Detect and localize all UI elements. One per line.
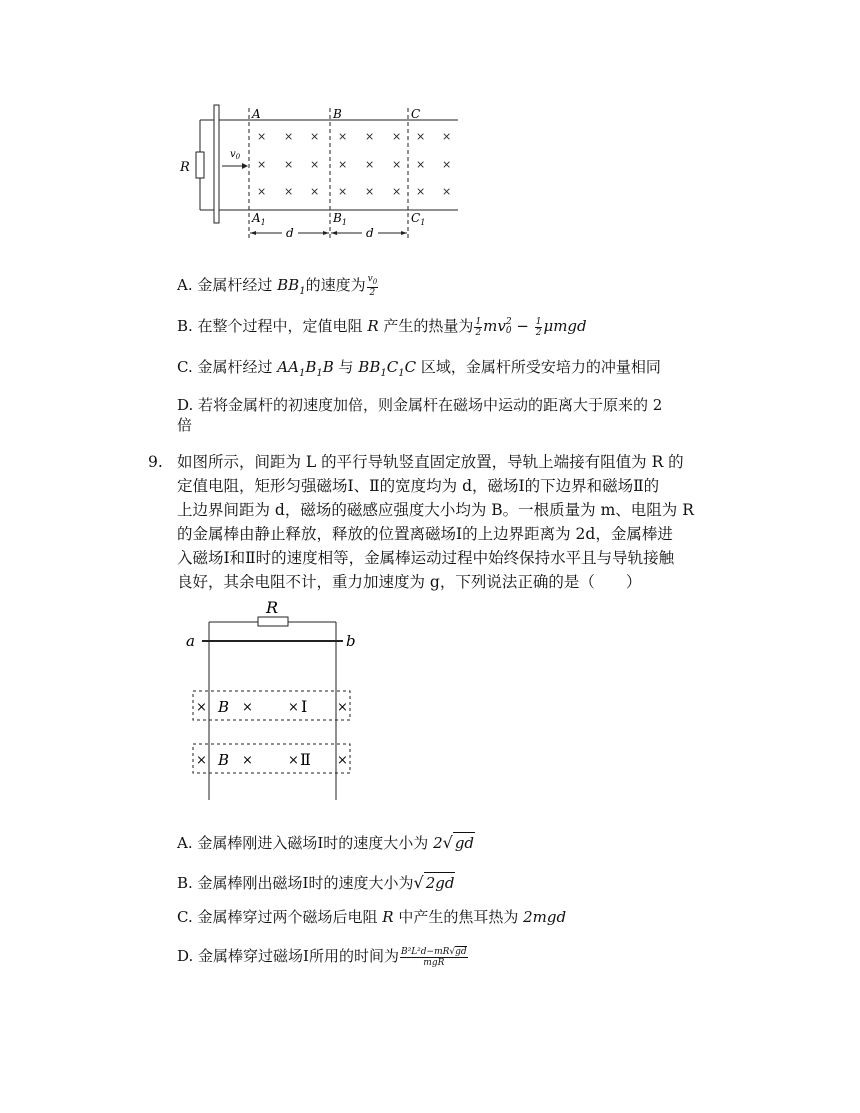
svg-text:×: × [288,753,299,768]
q9-line: 定值电阻，矩形匀强磁场Ⅰ、Ⅱ的宽度均为 d，磁场Ⅰ的下边界和磁场Ⅱ的 [177,477,660,495]
figure-rail-fields [170,100,470,250]
label-A: A [252,107,261,121]
svg-text:×: × [416,158,426,171]
label-B1: $B_1$ [333,211,347,227]
resistor-box [258,617,288,626]
d-label-1: d [286,226,294,240]
cross-left-2: × [196,753,207,768]
q9-option-a: A. 金属棒刚进入磁场Ⅰ时的速度大小为 2√ gd [177,833,475,852]
q8-option-c: C. 金属杆经过 $AA_1B_1B$ 与 $BB_1C_1C$ 区域，金属杆所受安培力的冲量相同 [177,358,661,379]
svg-text:×: × [310,185,320,198]
svg-text:×: × [392,185,402,198]
q8-option-b: B. 在整个过程中，定值电阻 R 产生的热量为 $\frac{1}{2}$ mv 2 0 − $\frac{1}{2}$ μmgd [177,316,587,338]
field-1-label: B [218,698,230,716]
svg-text:×: × [242,753,253,768]
q9-number: 9. [148,453,163,471]
svg-text:×: × [284,130,294,143]
q9-option-b: B. 金属棒刚出磁场Ⅰ时的速度大小为√ 2gd [177,873,455,892]
field-2-label: B [218,751,230,769]
svg-text:×: × [284,185,294,198]
svg-text:×: × [365,130,375,143]
svg-text:×: × [242,700,253,715]
resistor-label: R [180,160,190,175]
resistor-box [196,152,204,178]
field-region-2 [193,744,350,773]
svg-text:×: × [310,130,320,143]
svg-text:×: × [392,130,402,143]
svg-text:×: × [392,158,402,171]
svg-text:×: × [416,185,426,198]
svg-text:×: × [257,158,267,171]
q8-option-d-line1: D. 若将金属杆的初速度加倍，则金属杆在磁场中运动的距离大于原来的 2 [177,396,663,414]
svg-text:Ⅰ: Ⅰ [301,697,308,716]
q9-line: 上边界间距为 d，磁场的磁感应强度大小均为 B。一根质量为 m、电阻为 R [177,501,694,519]
svg-text:×: × [365,185,375,198]
svg-text:×: × [442,158,452,171]
label-C: C [411,107,421,121]
q8-option-a: A. 金属杆经过 $BB_1$的速度为 $\frac{v_0}{2}$ [177,274,378,298]
q9-line: 良好，其余电阻不计，重力加速度为 g，下列说法正确的是（ ） [177,573,642,591]
cross-left-1: × [196,700,207,715]
velocity-label: $v_0$ [230,149,241,161]
d-label-2: d [366,226,374,240]
q9-line: 的金属棒由静止释放，释放的位置离磁场Ⅰ的上边界距离为 2d，金属棒进 [177,525,673,543]
svg-text:×: × [338,185,348,198]
svg-text:×: × [284,158,294,171]
svg-text:×: × [416,130,426,143]
label-B: B [333,107,342,121]
q8-option-d-line2: 倍 [177,416,193,434]
cross-right-1: × [337,700,348,715]
label-a: a [186,632,195,650]
figure-vertical-rails [180,595,370,805]
q9-line: 如图所示，间距为 L 的平行导轨竖直固定放置，导轨上端接有阻值为 R 的 [177,453,684,471]
q9-stem [177,450,757,594]
svg-text:×: × [288,700,299,715]
svg-text:×: × [365,158,375,171]
svg-text:×: × [338,130,348,143]
label-A1: $A_1$ [252,211,266,227]
field-region-1 [193,691,350,720]
svg-text:×: × [338,158,348,171]
q9-option-d: D. 金属棒穿过磁场Ⅰ所用的时间为 $\frac{\text{B²L²d−mR√gd}}{\text{mgR}}$ [177,946,467,968]
metal-rod [214,105,219,223]
svg-text:×: × [257,185,267,198]
field-crosses [257,130,451,198]
svg-text:Ⅱ: Ⅱ [300,750,311,769]
label-b: b [346,632,356,650]
q9-line: 入磁场Ⅰ和Ⅱ时的速度相等，金属棒运动过程中始终保持水平且与导轨接触 [177,549,675,567]
label-C1: $C_1$ [411,211,426,227]
svg-text:×: × [257,130,267,143]
cross-right-2: × [337,753,348,768]
svg-text:×: × [442,185,452,198]
resistor-label: R [266,598,279,617]
q9-option-c: C. 金属棒穿过两个磁场后电阻 R 中产生的焦耳热为 2mgd [177,908,567,926]
svg-text:×: × [310,158,320,171]
svg-text:×: × [442,130,452,143]
